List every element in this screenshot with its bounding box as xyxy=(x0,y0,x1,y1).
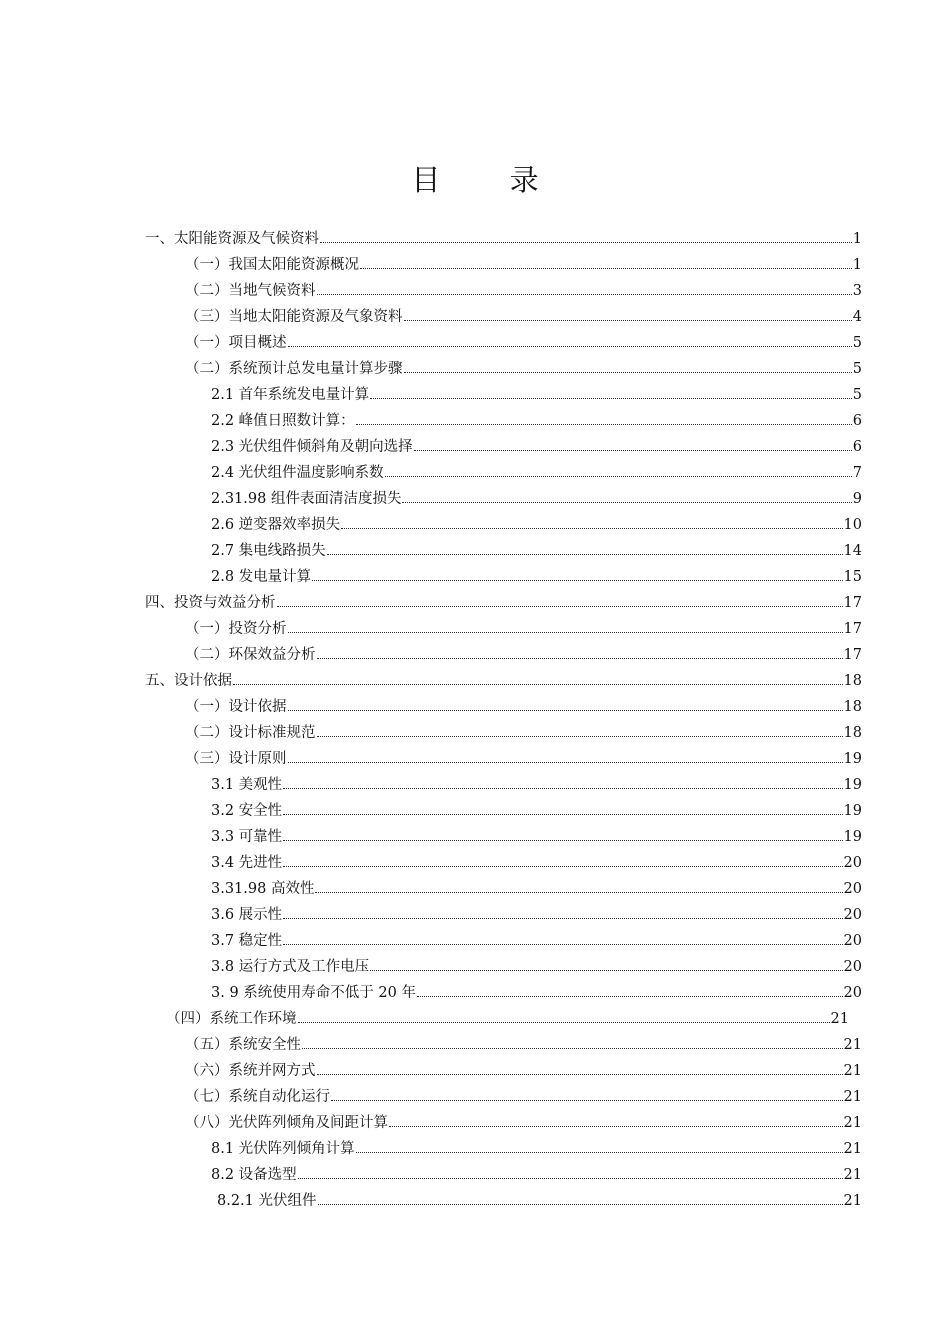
toc-entry-label: （四）系统工作环境 xyxy=(166,1011,297,1027)
toc-entry-page: 5 xyxy=(852,335,862,351)
toc-entry-label: （五）系统安全性 xyxy=(185,1037,301,1053)
toc-entry[interactable] xyxy=(185,1030,862,1056)
dot-leader xyxy=(320,224,852,243)
toc-entry-page: 21 xyxy=(843,1037,862,1053)
toc-entry[interactable] xyxy=(211,484,862,510)
dot-leader xyxy=(288,744,843,763)
toc-entry-page: 19 xyxy=(843,829,862,845)
dot-leader xyxy=(283,926,842,945)
dot-leader xyxy=(414,432,852,451)
toc-entry[interactable] xyxy=(185,328,862,354)
toc-entry-page: 17 xyxy=(843,647,862,663)
toc-entry-label: 8.2 设备选型 xyxy=(211,1167,297,1183)
toc-entry-page: 21 xyxy=(830,1011,849,1027)
toc-entry-page: 4 xyxy=(852,309,862,325)
toc-entry[interactable] xyxy=(185,718,862,744)
dot-leader xyxy=(331,1082,843,1101)
dot-leader xyxy=(283,900,842,919)
dot-leader xyxy=(298,1160,843,1179)
toc-entry-page: 5 xyxy=(852,361,862,377)
toc-entry-label: （二）环保效益分析 xyxy=(185,647,316,663)
dot-leader xyxy=(233,666,843,685)
toc-entry-label: （二）系统预计总发电量计算步骤 xyxy=(185,361,403,377)
toc-entry[interactable] xyxy=(211,978,862,1004)
dot-leader xyxy=(402,484,851,503)
dot-leader xyxy=(302,1030,843,1049)
toc-entry-label: 2.8 发电量计算 xyxy=(211,569,312,585)
toc-entry[interactable] xyxy=(211,822,862,848)
toc-entry[interactable] xyxy=(211,926,862,952)
toc-entry-page: 20 xyxy=(843,907,862,923)
toc-entry-label: 2.3 光伏组件倾斜角及朝向选择 xyxy=(211,439,413,455)
dot-leader xyxy=(370,952,842,971)
toc-entry-page: 19 xyxy=(843,777,862,793)
toc-entry[interactable] xyxy=(211,952,862,978)
dot-leader xyxy=(283,822,842,841)
toc-entry-label: 3.1 美观性 xyxy=(211,777,283,793)
toc-entry-label: （六）系统并网方式 xyxy=(185,1063,316,1079)
toc-entry-label: （三）当地太阳能资源及气象资料 xyxy=(185,309,403,325)
dot-leader xyxy=(385,458,852,477)
dot-leader xyxy=(288,692,843,711)
dot-leader xyxy=(283,848,842,867)
toc-entry[interactable] xyxy=(211,510,862,536)
toc-entry-label: 五、设计依据 xyxy=(145,673,232,689)
toc-entry[interactable] xyxy=(185,1056,862,1082)
toc-entry-label: （七）系统自动化运行 xyxy=(185,1089,330,1105)
toc-entry[interactable] xyxy=(185,250,862,276)
dot-leader xyxy=(317,640,843,659)
toc-entry-label: 3.3 可靠性 xyxy=(211,829,283,845)
dot-leader xyxy=(312,562,842,581)
toc-entry-label: 3.2 安全性 xyxy=(211,803,283,819)
toc-entry-page: 3 xyxy=(852,283,862,299)
toc-entry[interactable] xyxy=(211,1134,862,1160)
dot-leader xyxy=(283,796,842,815)
toc-entry[interactable] xyxy=(211,770,862,796)
toc-entry[interactable] xyxy=(185,614,862,640)
toc-entry-label: 2.2 峰值日照数计算： xyxy=(211,413,355,429)
toc-entry-page: 20 xyxy=(843,881,862,897)
toc-entry[interactable] xyxy=(166,1004,849,1030)
dot-leader xyxy=(315,874,842,893)
toc-entry-page: 21 xyxy=(843,1141,862,1157)
toc-entry-page: 21 xyxy=(843,1115,862,1131)
toc-entry-page: 5 xyxy=(852,387,862,403)
toc-entry-page: 7 xyxy=(852,465,862,481)
dot-leader xyxy=(298,1004,830,1023)
toc-entry[interactable] xyxy=(185,744,862,770)
toc-entry-label: （一）我国太阳能资源概况 xyxy=(185,257,359,273)
toc-entry-label: 3.8 运行方式及工作电压 xyxy=(211,959,370,975)
toc-entry-label: 四、投资与效益分析 xyxy=(145,595,276,611)
toc-entry-label: 2.31.98 组件表面清洁度损失 xyxy=(211,491,402,507)
toc-entry[interactable] xyxy=(211,796,862,822)
toc-entry[interactable] xyxy=(211,562,862,588)
toc-entry[interactable] xyxy=(145,224,862,250)
toc-entry-page: 9 xyxy=(852,491,862,507)
toc-entry[interactable] xyxy=(185,302,862,328)
toc-entry-label: 3.7 稳定性 xyxy=(211,933,283,949)
dot-leader xyxy=(404,302,852,321)
toc-entry[interactable] xyxy=(185,692,862,718)
page-title: 目 录 xyxy=(411,163,569,197)
toc-entry-label: （一）设计依据 xyxy=(185,699,287,715)
dot-leader xyxy=(341,510,842,529)
toc-entry[interactable] xyxy=(211,874,862,900)
dot-leader xyxy=(277,588,843,607)
toc-entry-label: 8.1 光伏阵列倾角计算 xyxy=(211,1141,355,1157)
dot-leader xyxy=(417,978,843,997)
toc-entry-page: 17 xyxy=(843,621,862,637)
toc-entry-label: 2.7 集电线路损失 xyxy=(211,543,326,559)
toc-entry-page: 21 xyxy=(843,1193,862,1209)
toc-entry-page: 21 xyxy=(843,1063,862,1079)
toc-entry-page: 10 xyxy=(843,517,862,533)
toc-entry-label: （一）投资分析 xyxy=(185,621,287,637)
toc-entry-label: 2.1 首年系统发电量计算 xyxy=(211,387,370,403)
toc-entry-page: 18 xyxy=(843,699,862,715)
toc-entry-page: 1 xyxy=(852,257,862,273)
toc-entry-label: （三）设计原则 xyxy=(185,751,287,767)
toc-entry-page: 18 xyxy=(843,673,862,689)
toc-entry-page: 6 xyxy=(852,439,862,455)
dot-leader xyxy=(389,1108,843,1127)
toc-entry-page: 19 xyxy=(843,751,862,767)
toc-entry[interactable] xyxy=(211,432,862,458)
toc-entry[interactable] xyxy=(211,406,862,432)
toc-entry-page: 20 xyxy=(843,855,862,871)
toc-entry-page: 20 xyxy=(843,985,862,1001)
toc-entry[interactable] xyxy=(217,1186,862,1212)
toc-entry[interactable] xyxy=(185,276,862,302)
dot-leader xyxy=(288,614,843,633)
toc-entry-label: 2.6 逆变器效率损失 xyxy=(211,517,341,533)
dot-leader xyxy=(318,1186,843,1205)
dot-leader xyxy=(360,250,852,269)
toc-entry-page: 20 xyxy=(843,959,862,975)
toc-entry-page: 20 xyxy=(843,933,862,949)
toc-entry[interactable] xyxy=(211,1160,862,1186)
toc-entry-page: 15 xyxy=(843,569,862,585)
toc-entry-page: 17 xyxy=(843,595,862,611)
toc-entry-page: 21 xyxy=(843,1089,862,1105)
toc-entry[interactable] xyxy=(211,458,862,484)
dot-leader xyxy=(356,406,852,425)
toc-entry[interactable] xyxy=(211,900,862,926)
toc-entry[interactable] xyxy=(185,640,862,666)
toc-entry-page: 19 xyxy=(843,803,862,819)
dot-leader xyxy=(404,354,852,373)
toc-entry-page: 18 xyxy=(843,725,862,741)
toc-entry-label: 3. 9 系统使用寿命不低于 20 年 xyxy=(211,985,416,1001)
toc-entry-label: 3.6 展示性 xyxy=(211,907,283,923)
toc-entry[interactable] xyxy=(211,380,862,406)
dot-leader xyxy=(317,276,852,295)
toc-entry-page: 1 xyxy=(852,231,862,247)
dot-leader xyxy=(317,718,843,737)
dot-leader xyxy=(327,536,843,555)
dot-leader xyxy=(283,770,842,789)
toc-entry-label: （二）设计标准规范 xyxy=(185,725,316,741)
toc-entry-label: 3.31.98 高效性 xyxy=(211,881,315,897)
toc-entry-label: （八）光伏阵列倾角及间距计算 xyxy=(185,1115,388,1131)
toc-entry[interactable] xyxy=(185,1082,862,1108)
toc-entry-page: 14 xyxy=(843,543,862,559)
toc-entry[interactable] xyxy=(145,666,862,692)
toc-entry-page: 21 xyxy=(843,1167,862,1183)
dot-leader xyxy=(356,1134,843,1153)
toc-entry-label: （一）项目概述 xyxy=(185,335,287,351)
dot-leader xyxy=(370,380,852,399)
toc-entry-label: 3.4 先进性 xyxy=(211,855,283,871)
toc-entry[interactable] xyxy=(185,1108,862,1134)
toc-entry-page: 6 xyxy=(852,413,862,429)
toc-entry-label: 一、太阳能资源及气候资料 xyxy=(145,231,319,247)
toc-entry[interactable] xyxy=(145,588,862,614)
toc-entry-label: 8.2.1 光伏组件 xyxy=(217,1193,317,1209)
toc-entry[interactable] xyxy=(211,536,862,562)
toc-entry-label: 2.4 光伏组件温度影响系数 xyxy=(211,465,384,481)
toc-entry[interactable] xyxy=(185,354,862,380)
toc-entry-label: （二）当地气候资料 xyxy=(185,283,316,299)
dot-leader xyxy=(317,1056,843,1075)
dot-leader xyxy=(288,328,852,347)
toc-entry[interactable] xyxy=(211,848,862,874)
